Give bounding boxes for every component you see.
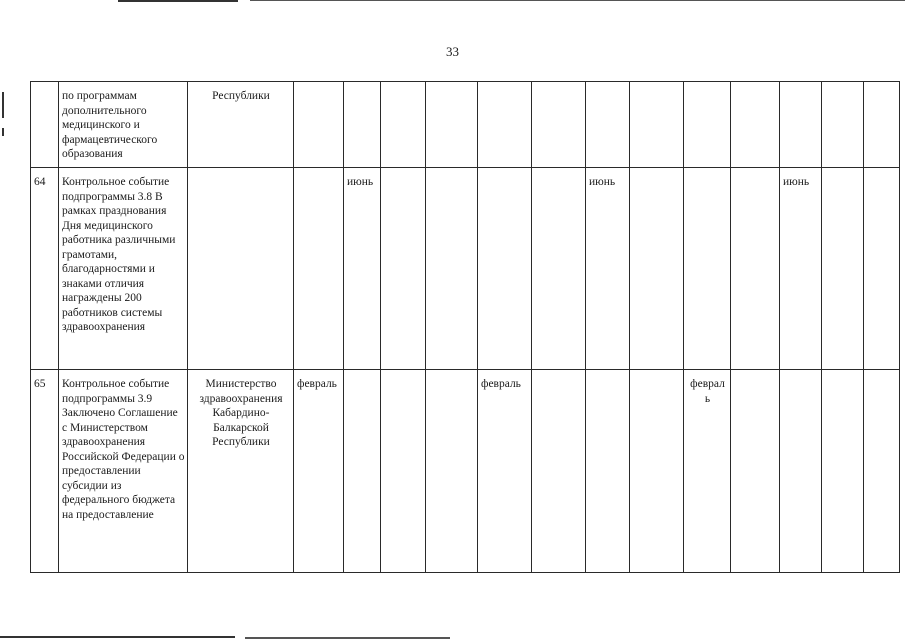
month-cell [426, 168, 478, 370]
month-cell [586, 82, 630, 168]
month-cell: февраль [294, 370, 344, 573]
month-cell [344, 82, 381, 168]
row-number: 65 [31, 370, 59, 573]
scan-artifact-line [118, 0, 238, 2]
month-cell [630, 168, 684, 370]
event-description: Контрольное событие подпрограммы 3.8 В рамках празднования Дня медицинского работника различными грамотами, благодарностями и знаками отличия награждены 200 работников системы здравоохранения [59, 168, 188, 370]
month-cell [344, 370, 381, 573]
scan-artifact-line [245, 637, 450, 639]
month-cell [822, 168, 864, 370]
month-cell [478, 168, 532, 370]
table-row [31, 168, 900, 370]
month-cell [381, 82, 426, 168]
executor-cell: Республики [188, 82, 294, 168]
plan-table [30, 81, 900, 573]
month-cell [731, 168, 780, 370]
row-number [31, 82, 59, 168]
month-cell [684, 168, 731, 370]
month-cell: июнь [586, 168, 630, 370]
month-cell [532, 370, 586, 573]
month-cell [630, 82, 684, 168]
scan-edge-mark [2, 92, 4, 118]
row-number: 64 [31, 168, 59, 370]
scan-edge-mark [2, 128, 4, 136]
table-row [31, 370, 900, 573]
event-description: Контрольное событие подпрограммы 3.9 Заключено Соглашение с Министерством здравоохранения Российской Федерации о предоставлении субсидии из федерального бюджета на предоставление [59, 370, 188, 573]
month-cell [381, 168, 426, 370]
month-cell [381, 370, 426, 573]
month-cell [532, 168, 586, 370]
month-cell [294, 168, 344, 370]
month-cell: феврал ь [684, 370, 731, 573]
month-cell: июнь [780, 168, 822, 370]
month-cell [478, 82, 532, 168]
month-cell [426, 82, 478, 168]
month-cell [864, 370, 900, 573]
month-cell [822, 82, 864, 168]
month-cell [731, 82, 780, 168]
month-cell [294, 82, 344, 168]
executor-cell: Министерство здравоохранения Кабардино-Балкарской Республики [188, 370, 294, 573]
page-number: 33 [446, 44, 459, 59]
month-cell: февраль [478, 370, 532, 573]
month-cell [780, 370, 822, 573]
month-cell [822, 370, 864, 573]
scan-artifact-line [0, 636, 235, 638]
month-cell [864, 82, 900, 168]
month-cell: июнь [344, 168, 381, 370]
executor-cell [188, 168, 294, 370]
month-cell [780, 82, 822, 168]
month-cell [731, 370, 780, 573]
month-cell [630, 370, 684, 573]
table-row [31, 82, 900, 168]
month-cell [684, 82, 731, 168]
event-description: по программам дополнительного медицинского и фармацевтического образования [59, 82, 188, 168]
month-cell [426, 370, 478, 573]
month-cell [864, 168, 900, 370]
scan-artifact-line [250, 0, 905, 1]
month-cell [586, 370, 630, 573]
month-cell [532, 82, 586, 168]
